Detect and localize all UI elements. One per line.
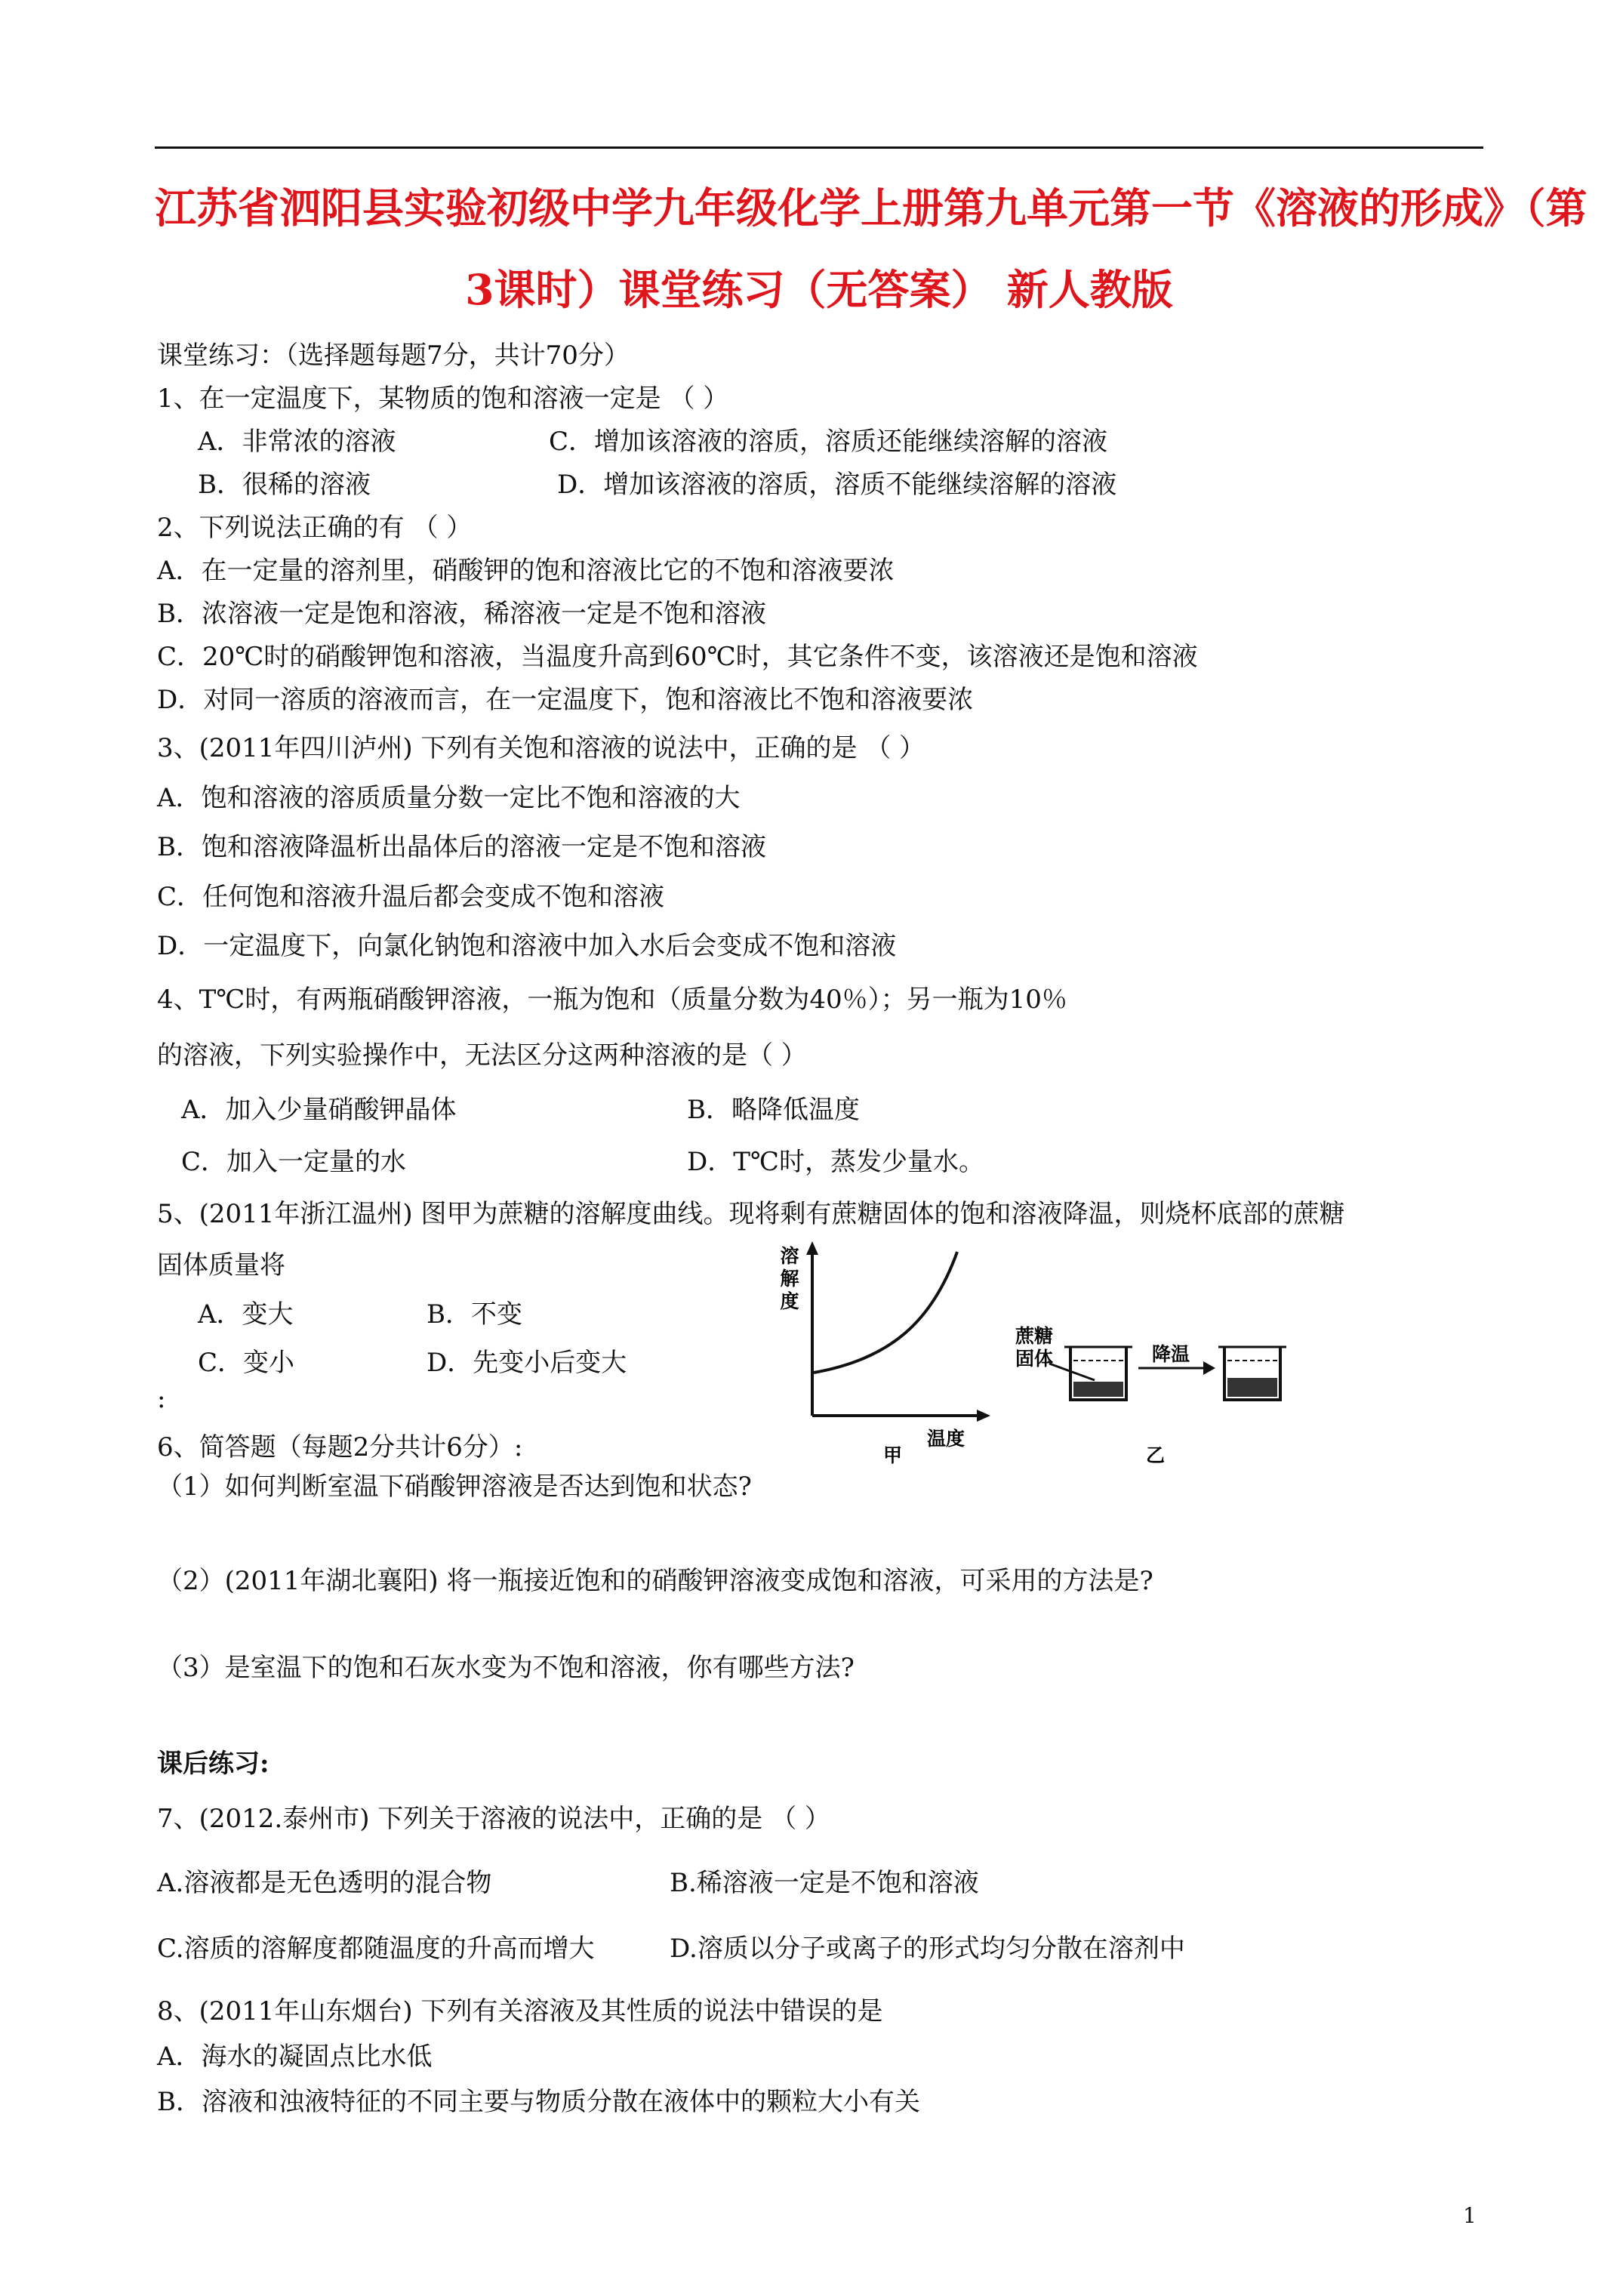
x-axis-label: 温度 xyxy=(927,1428,965,1450)
practice-intro: 课堂练习：（选择题每题7分，共计70分） xyxy=(157,341,630,371)
q4-option-b: B．略降低温度 xyxy=(687,1095,860,1125)
caption-left: 甲 xyxy=(883,1444,903,1465)
q7-option-a: A.溶液都是无色透明的混合物 xyxy=(157,1868,492,1898)
q5-stem-line-1: 5、(2011年浙江温州) 图甲为蔗糖的溶解度曲线。现将剩有蔗糖固体的饱和溶液降温，则烧杯底部的蔗糖 xyxy=(157,1199,1345,1229)
q2-option-a: A．在一定量的溶剂里，硝酸钾的饱和溶液比它的不饱和溶液要浓 xyxy=(157,556,895,586)
q8-option-b: B．溶液和浊液特征的不同主要与物质分散在液体中的颗粒大小有关 xyxy=(157,2087,920,2117)
q2-option-c: C．20℃时的硝酸钾饱和溶液，当温度升高到60℃时，其它条件不变，该溶液还是饱和溶液 xyxy=(157,642,1198,672)
q6-stem: 6、简答题（每题2分共计6分）: xyxy=(157,1432,523,1462)
q8-option-a: A．海水的凝固点比水低 xyxy=(157,2042,433,2072)
q3-option-b: B．饱和溶液降温析出晶体后的溶液一定是不饱和溶液 xyxy=(157,832,766,862)
q4-option-c: C．加入一定量的水 xyxy=(181,1147,407,1177)
y-axis-label: 溶解度 xyxy=(780,1245,799,1312)
sugar-solid-left xyxy=(1073,1382,1123,1397)
q8-stem: 8、(2011年山东烟台) 下列有关溶液及其性质的说法中错误的是 xyxy=(157,1996,883,2026)
cooling-beakers-diagram xyxy=(1015,1325,1286,1465)
beaker-label: 蔗糖固体 xyxy=(1015,1325,1054,1370)
q1-option-a: A．非常浓的溶液 xyxy=(198,427,396,457)
q5-stray-mark: : xyxy=(157,1384,166,1414)
y-axis-arrow xyxy=(806,1241,818,1255)
q6-part-2: （2）(2011年湖北襄阳) 将一瓶接近饱和的硝酸钾溶液变成饱和溶液，可采用的方法是? xyxy=(157,1566,1153,1596)
caption-right: 乙 xyxy=(1146,1444,1166,1465)
q2-option-b: B．浓溶液一定是饱和溶液，稀溶液一定是不饱和溶液 xyxy=(157,599,766,629)
q6-part-3: （3）是室温下的饱和石灰水变为不饱和溶液，你有哪些方法? xyxy=(157,1653,855,1683)
q4-option-a: A．加入少量硝酸钾晶体 xyxy=(181,1095,457,1125)
q7-option-d: D.溶质以分子或离子的形式均匀分散在溶剂中 xyxy=(670,1934,1185,1964)
q2-stem: 2、下列说法正确的有 （ ） xyxy=(157,513,473,543)
q6-part-1: （1）如何判断室温下硝酸钾溶液是否达到饱和状态? xyxy=(157,1472,752,1502)
q5-option-a: A．变大 xyxy=(198,1299,294,1330)
sugar-solid-right xyxy=(1227,1378,1277,1397)
q5-stem-line-2: 固体质量将 xyxy=(157,1250,285,1281)
q5-option-c: C．变小 xyxy=(198,1348,295,1378)
document-title-line-2: 3课时）课堂练习（无答案） 新人教版 xyxy=(465,265,1173,314)
solubility-curve-graph xyxy=(780,1241,990,1465)
q7-stem: 7、(2012.泰州市) 下列关于溶液的说法中，正确的是 （ ） xyxy=(157,1804,830,1834)
sugar-solubility-figure xyxy=(762,1231,1306,1465)
q4-stem-line-1: 4、T℃时，有两瓶硝酸钾溶液，一瓶为饱和（质量分数为40％）；另一瓶为10％ xyxy=(157,985,1067,1015)
q3-option-d: D．一定温度下，向氯化钠饱和溶液中加入水后会变成不饱和溶液 xyxy=(157,931,897,961)
q1-stem: 1、在一定温度下，某物质的饱和溶液一定是 （ ） xyxy=(157,384,729,414)
page-number: 1 xyxy=(1463,2203,1477,2228)
x-axis-arrow xyxy=(977,1410,990,1422)
q7-option-b: B.稀溶液一定是不饱和溶液 xyxy=(670,1868,979,1898)
after-class-heading: 课后练习: xyxy=(157,1749,269,1779)
q3-stem: 3、(2011年四川泸州) 下列有关饱和溶液的说法中，正确的是 （ ） xyxy=(157,733,925,763)
q4-stem-line-2: 的溶液，下列实验操作中，无法区分这两种溶液的是（ ） xyxy=(157,1040,807,1071)
q3-option-a: A．饱和溶液的溶质质量分数一定比不饱和溶液的大 xyxy=(157,783,741,813)
q1-option-b: B．很稀的溶液 xyxy=(198,470,371,500)
q1-option-d: D．增加该溶液的溶质，溶质不能继续溶解的溶液 xyxy=(557,470,1117,500)
q5-option-d: D．先变小后变大 xyxy=(427,1348,627,1378)
q4-option-d: D．T℃时，蒸发少量水。 xyxy=(687,1147,984,1177)
header-rule xyxy=(155,146,1483,149)
q3-option-c: C．任何饱和溶液升温后都会变成不饱和溶液 xyxy=(157,882,665,912)
q1-option-c: C．增加该溶液的溶质，溶质还能继续溶解的溶液 xyxy=(549,427,1108,457)
document-title-line-1: 江苏省泗阳县实验初级中学九年级化学上册第九单元第一节《溶液的形成》（第 xyxy=(155,183,1588,233)
arrow-label: 降温 xyxy=(1152,1343,1190,1365)
q2-option-d: D．对同一溶质的溶液而言，在一定温度下，饱和溶液比不饱和溶液要浓 xyxy=(157,685,974,715)
q7-option-c: C.溶质的溶解度都随温度的升高而增大 xyxy=(157,1934,595,1964)
solubility-curve xyxy=(814,1252,957,1373)
q5-option-b: B．不变 xyxy=(427,1299,522,1330)
